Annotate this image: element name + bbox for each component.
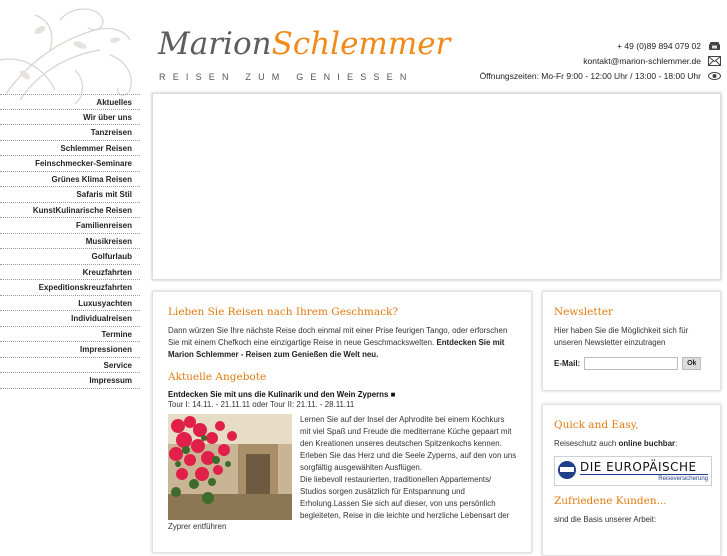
nav-item-familienreisen[interactable]: Familienreisen xyxy=(0,218,140,234)
offer-description-part2: Die liebevoll restaurierten, traditionellen Appartements/ Studios sorgen zusätzlich für Entspannung und Erholung.Lassen Sie sich auf dieser, von uns persönlich begleiteten, Reise in die leichte und herzliche Lebensart der xyxy=(300,475,510,520)
newsletter-email-input[interactable] xyxy=(584,357,678,370)
phone-icon xyxy=(708,41,721,51)
insurer-name: DIE EUROPÄISCHE xyxy=(580,460,697,474)
intro-text xyxy=(168,325,517,361)
offer-title[interactable]: Entdecken Sie mit uns die Kulinarik und den Wein Zyperns ■ xyxy=(168,390,396,399)
nav-item-service[interactable]: Service xyxy=(0,358,140,374)
offer-dates: Tour I: 14.11. - 21.11.11 oder Tour II: 21.11. - 28.11.11 xyxy=(168,400,355,409)
nav-item-musikreisen[interactable]: Musikreisen xyxy=(0,234,140,250)
nav-item-termine[interactable]: Termine xyxy=(0,327,140,343)
customers-text: sind die Basis unserer Arbeit: xyxy=(554,515,657,524)
main-heading: Lieben Sie Reisen nach Ihrem Geschmack? xyxy=(168,306,399,318)
nav-item-kunstkulinarische-reisen[interactable]: KunstKulinarische Reisen xyxy=(0,203,140,219)
quick-text-bold: online buchbar xyxy=(618,439,676,448)
nav-item-aktuelles[interactable]: Aktuelles xyxy=(0,94,140,110)
mail-icon xyxy=(708,56,721,66)
nav-item-gruenes-klima-reisen[interactable]: Grünes Klima Reisen xyxy=(0,172,140,188)
offer-photo[interactable] xyxy=(168,414,292,520)
contact-email[interactable]: kontakt@marion-schlemmer.de xyxy=(583,55,701,66)
offer-description-part1: Lernen Sie auf der Insel der Aphrodite bei einem Kochkurs mit viel Spaß und Freude die mediterrane Küche gepaart mit den Kreationen unseres deutschen Spitzenkochs kennen. Erleben Sie das Herz und die Seele Zyperns, auf den von uns sorgfältig ausgewählten Ausflügen. xyxy=(300,415,517,472)
quick-text-start: Reiseschutz auch xyxy=(554,439,617,448)
offer-description-tail: Zyprer entführen xyxy=(168,522,227,531)
offer-block xyxy=(168,414,517,531)
logo-tagline: REISEN ZUM GENIESSEN xyxy=(159,72,414,82)
nav-item-expeditionskreuzfahrten[interactable]: Expeditionskreuzfahrten xyxy=(0,280,140,296)
nav-item-kreuzfahrten[interactable]: Kreuzfahrten xyxy=(0,265,140,281)
main-content-box xyxy=(152,291,532,553)
contact-email-row xyxy=(480,53,721,68)
contact-hours-row xyxy=(480,68,721,83)
newsletter-box xyxy=(542,291,721,391)
nav-item-impressionen[interactable]: Impressionen xyxy=(0,342,140,358)
insurance-box xyxy=(542,404,721,556)
nav-item-safaris-mit-stil[interactable]: Safaris mit Stil xyxy=(0,187,140,203)
offer-description xyxy=(300,414,517,522)
newsletter-heading: Newsletter xyxy=(554,306,614,318)
quick-text-end: : xyxy=(675,439,678,448)
quick-text xyxy=(554,438,712,450)
contact-hours: Öffnungszeiten: Mo-Fr 9:00 - 12:00 Uhr / 13:00 - 18:00 Uhr xyxy=(479,70,701,81)
header-banner xyxy=(152,93,721,280)
insurer-logo[interactable] xyxy=(554,456,712,486)
contact-phone-row xyxy=(480,38,721,53)
contact-phone: + 49 (0)89 894 079 02 xyxy=(617,40,701,51)
intro-highlight: Entdecken Sie mit Marion Schlemmer - Reisen zum Genießen die Welt neu. xyxy=(168,338,505,359)
newsletter-text: Hier haben Sie die Möglichkeit sich für unseren Newsletter einzutragen xyxy=(554,326,689,347)
nav-item-feinschmecker-seminare[interactable]: Feinschmecker-Seminare xyxy=(0,156,140,172)
intro-body: Dann würzen Sie Ihre nächste Reise doch einmal mit einer Prise feurigen Tango, oder erforschen Sie mit einem Chefkoch eine einzigartige Reise in neue Geschmackswelten. xyxy=(168,326,508,347)
insurer-subtitle: Reiseversicherung xyxy=(580,474,708,482)
main-navigation xyxy=(0,94,140,389)
customers-heading: Zufriedene Kunden... xyxy=(554,495,667,507)
newsletter-ok-button[interactable]: Ok xyxy=(682,357,701,370)
email-label: E-Mail: xyxy=(554,359,581,368)
insurer-emblem-icon xyxy=(558,461,576,479)
nav-item-impressum[interactable]: Impressum xyxy=(0,373,140,389)
quick-heading: Quick and Easy, xyxy=(554,419,639,431)
nav-item-schlemmer-reisen[interactable]: Schlemmer Reisen xyxy=(0,141,140,157)
nav-item-luxusyachten[interactable]: Luxusyachten xyxy=(0,296,140,312)
logo-wordmark: MarionSchlemmer xyxy=(158,26,451,62)
nav-item-tanzreisen[interactable]: Tanzreisen xyxy=(0,125,140,141)
nav-item-golfurlaub[interactable]: Golfurlaub xyxy=(0,249,140,265)
newsletter-form xyxy=(554,357,712,370)
site-logo[interactable] xyxy=(158,26,451,86)
eye-icon xyxy=(708,71,721,81)
contact-info xyxy=(480,38,721,83)
offers-heading: Aktuelle Angebote xyxy=(168,371,267,383)
nav-item-wir-ueber-uns[interactable]: Wir über uns xyxy=(0,110,140,126)
nav-item-individualreisen[interactable]: Individualreisen xyxy=(0,311,140,327)
